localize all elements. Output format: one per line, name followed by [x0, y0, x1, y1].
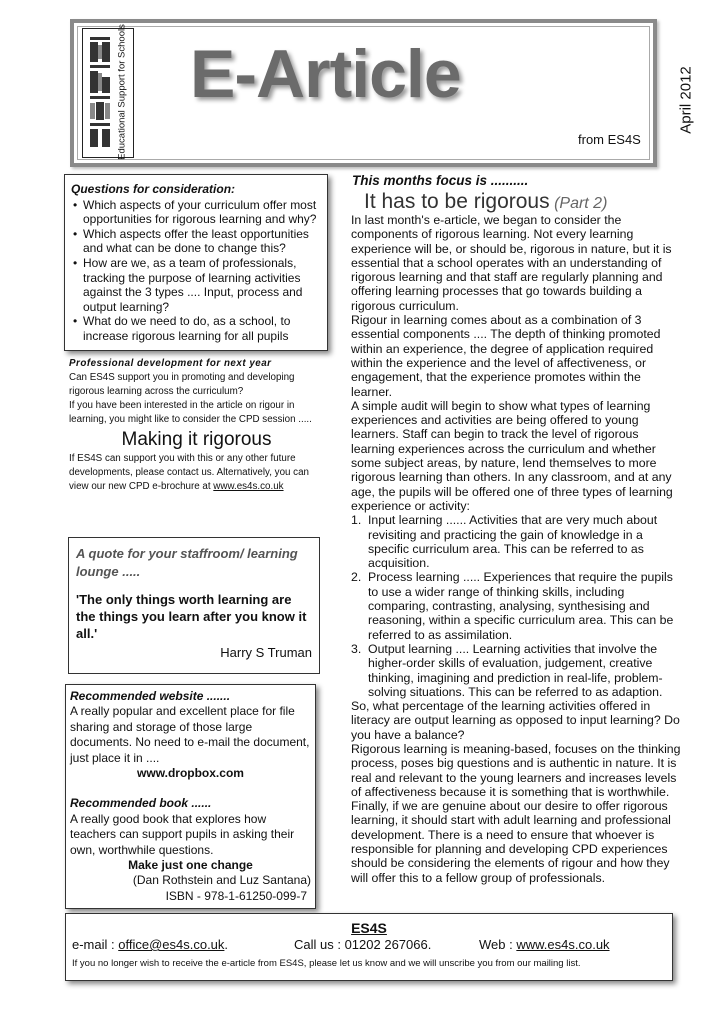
recommended-website-url[interactable]: www.dropbox.com [137, 766, 244, 781]
cpd-brochure-link[interactable]: www.es4s.co.uk [213, 481, 284, 492]
article-paragraph: Rigour in learning comes about as a combination of 3 essential components .... The depth of thinking promoted within an experience, the degree of application required within the experience and the level of affectiveness, or engagement, that the experience promotes within the learner. [351, 313, 661, 399]
questions-list [71, 198, 321, 344]
recommended-website-heading: Recommended website ....... [70, 689, 231, 703]
footer-contact [65, 913, 673, 981]
recommended-box [65, 684, 316, 909]
article-paragraph: Rigorous learning is meaning-based, focuses on the thinking process, poses big questions and is authentic in nature. It is real and relevant to the young learners and increases levels of affectiveness because it is something that is worthwhile. [351, 741, 681, 799]
article-title [364, 190, 664, 214]
cpd-paragraph: If you have been interested in the article on rigour in learning, you might like to consider the CPD session ..... [69, 400, 312, 425]
recommended-website-text: A really popular and excellent place for file sharing and storage of those large documents. No need to e-mail the document, just place it in .... [70, 704, 310, 765]
footer-contact-row: e-mail : office@es4s.co.uk. Call us : 01202 267066. Web : www.es4s.co.uk [72, 937, 610, 952]
questions-heading: Questions for consideration: [71, 182, 236, 196]
article-paragraph: In last month's e-article, we began to consider the components of rigorous learning. Not every learning experience will be, or should be, rigorous in nature, but it is essential that a school operates with an understanding of rigorous learning and that staff are regularly planning and offering learning processes that go towards building a rigorous curriculum. [351, 213, 672, 313]
article-paragraph: Finally, if we are genuine about our desire to offer rigorous learning, it should start with adult learning and professional development. There is a need to ensure that whoever is responsible for planning and developing CPD experiences should be considering the elements of rigour and how they will offer this to a fellow group of professionals. [351, 799, 671, 885]
cpd-heading: Professional development for next year [69, 358, 272, 369]
recommended-book-title: Make just one change [128, 858, 253, 873]
quote-author: Harry S Truman [220, 645, 312, 660]
cpd-section [69, 357, 324, 494]
newsletter-title: E-Article [190, 36, 461, 112]
list-item: 1. Input learning ...... Activities that are very much about revisiting and practicing the gain of knowledge in a specific curriculum area. This can be referred to as acquisition. [351, 513, 658, 571]
footer-org: ES4S [351, 920, 387, 936]
footer-unsubscribe: If you no longer wish to receive the e-article from ES4S, please let us know and we will unscribe you from our mailing list. [72, 958, 581, 969]
footer-phone: Call us : 01202 267066. [294, 937, 432, 952]
article-title-part: (Part 2) [554, 195, 608, 212]
recommended-book-isbn: ISBN - 978-1-61250-099-7 [165, 888, 307, 903]
list-item: 2. Process learning ..... Experiences that require the pupils to use a wider range of thinking skills, including comparing, contrasting, analysing, synthesising and reasoning, within a specific curriculum area. This can be referred to as assimilation. [351, 570, 674, 642]
quote-box [68, 537, 320, 674]
newsletter-source: from ES4S [578, 132, 641, 147]
list-item: • Which aspects offer the least opportunities and what can be done to change this? [71, 227, 321, 256]
email-link[interactable]: office@es4s.co.uk [118, 937, 225, 952]
quote-text: 'The only things worth learning are the things you learn after you know it all.' [76, 592, 307, 641]
issue-date: April 2012 [677, 66, 695, 134]
article-focus: This months focus is .......... [352, 173, 529, 188]
article-body [351, 213, 683, 885]
quote-intro: A quote for your staffroom/ learning lounge ..... [76, 546, 298, 579]
website-link[interactable]: www.es4s.co.uk [516, 937, 610, 952]
list-item: 3. Output learning .... Learning activities that involve the higher-order skills of evaluation, judgement, creative thinking, imagining and prediction in real-life, problem-solving situations. This can be referred to as adaption. [351, 641, 663, 699]
cpd-session-title: Making it rigorous [121, 429, 272, 450]
recommended-book-heading: Recommended book ...... [70, 796, 212, 811]
article-paragraph: So, what percentage of the learning activities offered in literacy are output learning as opposed to input learning? Do you have a balance? [351, 699, 680, 742]
list-item: • Which aspects of your curriculum offer most opportunities for rigorous learning and why? [71, 198, 321, 227]
cpd-paragraph: Can ES4S support you in promoting and developing rigorous learning across the curriculum? [69, 372, 295, 397]
article-list [351, 513, 683, 699]
list-item: • What do we need to do, as a school, to increase rigorous learning for all pupils [71, 314, 321, 343]
es4s-logo [82, 24, 134, 160]
questions-box [64, 174, 328, 351]
article-title-text: It has to be rigorous [364, 190, 550, 213]
logo-tagline: Educational Support for Schools [116, 24, 128, 160]
recommended-book-text: A really good book that explores how teachers can support pupils in asking their own, worthwhile questions. [70, 811, 295, 857]
cpd-paragraph: If ES4S can support you with this or any other future developments, please contact us. Alternatively, you can view our new CPD e-brochure at www.es4s.co.uk [69, 453, 309, 492]
list-item: • How are we, as a team of professionals, tracking the purpose of learning activities against the 3 types .... Input, process and output learning? [71, 256, 321, 314]
logo-graphic-icon [87, 33, 113, 151]
recommended-book-authors: (Dan Rothstein and Luz Santana) [132, 873, 311, 888]
article-paragraph: A simple audit will begin to show what types of learning experiences and activities are being offered to young learners. Staff can begin to track the level of rigorous learning experiences across the curriculum and whether some subject areas, by nature, lend themselves to more rigorous learning than others. In any classroom, and at any age, the pupils will be offered one of three types of learning experience or activity: [351, 398, 673, 513]
